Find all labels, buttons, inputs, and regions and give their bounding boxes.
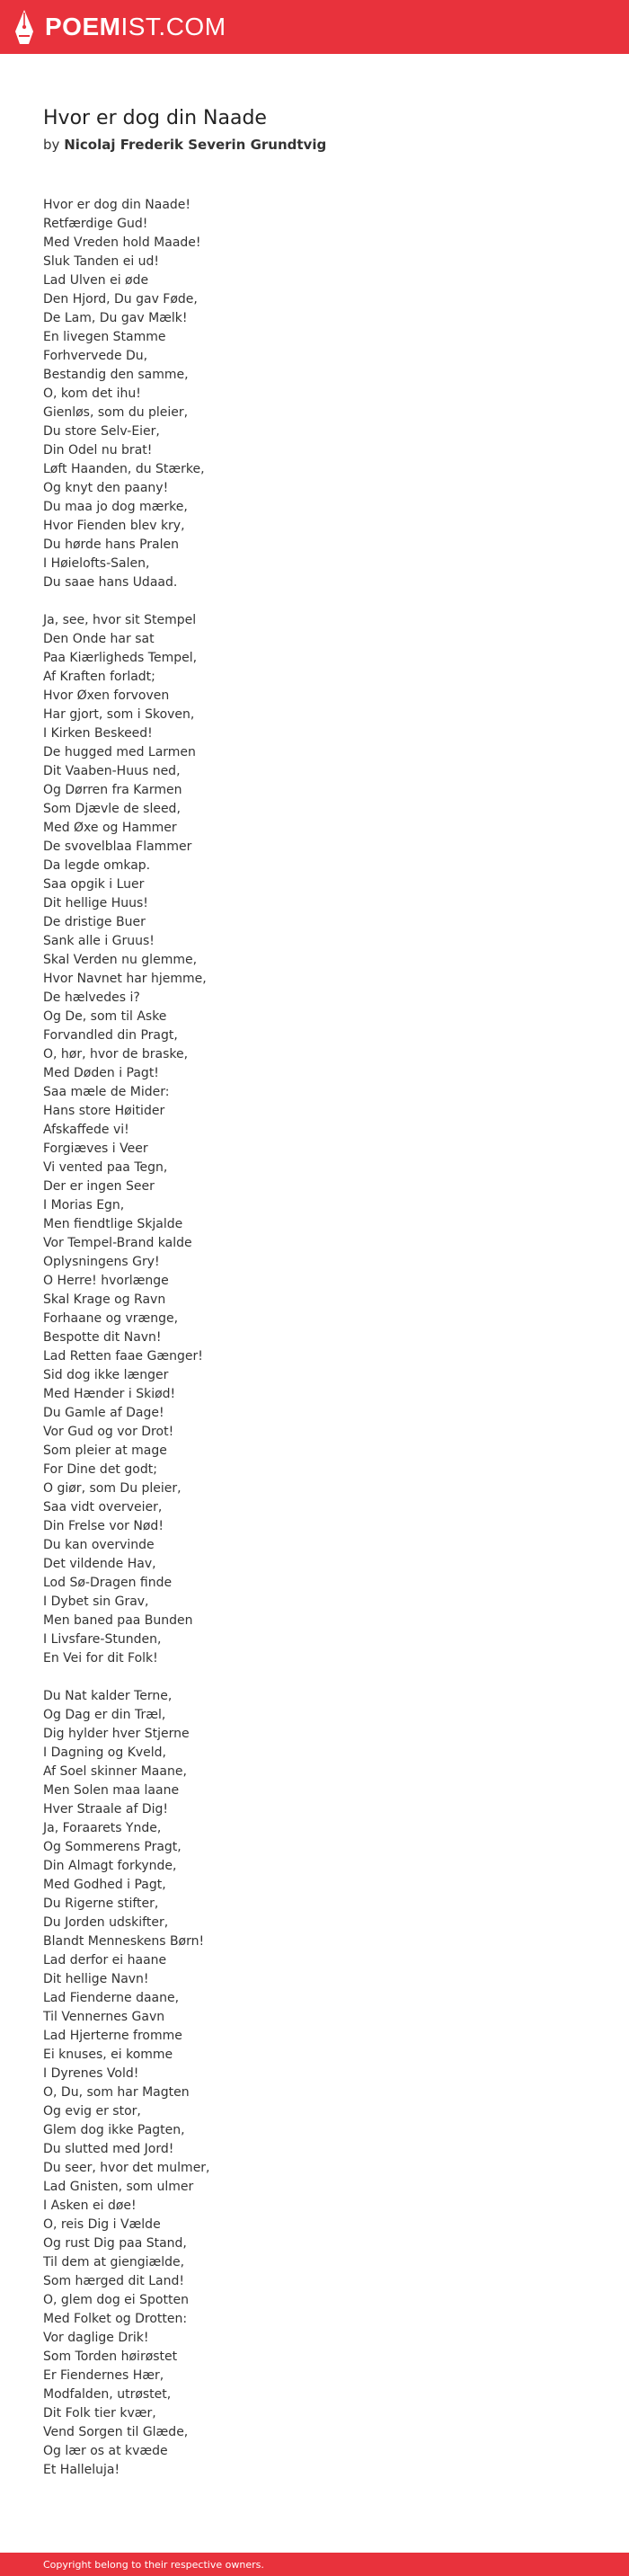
poem-line: Den Hjord, Du gav Føde, [43, 292, 198, 306]
poem-line: Dit hellige Navn! [43, 1972, 149, 1986]
poem-line: Det vildende Hav, [43, 1557, 156, 1571]
poem-line: Du seer, hvor det mulmer, [43, 2161, 210, 2175]
poem-line: Du kan overvinde [43, 1538, 155, 1552]
poem-line: Med Godhed i Pagt, [43, 1878, 166, 1892]
poem-content [0, 54, 629, 2480]
poem-line: Sank alle i Gruus! [43, 934, 155, 948]
poem-line: Du Jorden udskifter, [43, 1915, 169, 1930]
poem-line: O giør, som Du pleier, [43, 1481, 182, 1496]
poem-line: I Høielofts-Salen, [43, 556, 150, 571]
poem-line: Et Halleluja! [43, 2463, 120, 2477]
poem-line: Og Dørren fra Karmen [43, 783, 182, 797]
poem-line: I Kirken Beskeed! [43, 726, 153, 741]
poem-line: De hugged med Larmen [43, 745, 196, 759]
poem-line: Lod Sø-Dragen finde [43, 1576, 173, 1590]
site-header [0, 0, 629, 54]
poem-line: De Lam, Du gav Mælk! [43, 311, 188, 325]
poem-line: Som Djævle de sleed, [43, 802, 181, 816]
poem-line: Forgiæves i Veer [43, 1141, 148, 1156]
poem-line: De hælvedes i? [43, 990, 140, 1005]
poem-line: Som Torden høirøstet [43, 2349, 178, 2364]
poem-line: Hans store Høitider [43, 1104, 165, 1118]
poem-line: I Dybet sin Grav, [43, 1594, 149, 1609]
poem-line: Og De, som til Aske [43, 1009, 167, 1024]
poem-line: De svovelblaa Flammer [43, 839, 192, 854]
poem-line: Dit Vaaben-Huus ned, [43, 764, 181, 778]
poem-line: Dig hylder hver Stjerne [43, 1727, 190, 1741]
poem-line: I Morias Egn, [43, 1198, 125, 1212]
poem-line: Ja, Foraarets Ynde, [43, 1821, 162, 1835]
poem-line: Din Frelse vor Nød! [43, 1519, 164, 1533]
poem-line: Din Odel nu brat! [43, 443, 153, 457]
poem-line: Dit hellige Huus! [43, 896, 148, 910]
poem-line: Retfærdige Gud! [43, 217, 148, 231]
poem-line: Og lær os at kvæde [43, 2444, 168, 2458]
poem-line: Vi vented paa Tegn, [43, 1160, 168, 1175]
poem-line: Paa Kiærligheds Tempel, [43, 651, 198, 665]
poem-line: Er Fiendernes Hær, [43, 2368, 164, 2383]
poem-line: Lad Ulven ei øde [43, 273, 149, 288]
poem-line: Med Hænder i Skiød! [43, 1387, 176, 1401]
poem-line: Men baned paa Bunden [43, 1613, 193, 1628]
poem-line: Forhaane og vrænge, [43, 1311, 179, 1326]
poem-line: Bestandig den samme, [43, 368, 189, 382]
poem-line: Du Nat kalder Terne, [43, 1689, 173, 1703]
poem-line: Og Sommerens Pragt, [43, 1840, 182, 1854]
poem-line: Lad Retten faae Gænger! [43, 1349, 203, 1364]
poem-line: O Herre! hvorlænge [43, 1274, 169, 1288]
poem-line: Lad Hjerterne fromme [43, 2029, 182, 2043]
site-footer [0, 2553, 629, 2576]
poem-line: En livegen Stamme [43, 330, 166, 344]
poem-line: Dit Folk tier kvær, [43, 2406, 156, 2421]
poem-line: Blandt Menneskens Børn! [43, 1934, 205, 1949]
copyright-text: Copyright belong to their respective owners. [43, 2558, 264, 2571]
poem-line: Men fiendtlige Skjalde [43, 1217, 183, 1231]
stanza [43, 611, 629, 1668]
poem-line: Saa opgik i Luer [43, 877, 145, 892]
poem-line: Din Almagt forkynde, [43, 1859, 177, 1873]
poem-line: Til dem at giengiælde, [43, 2255, 185, 2270]
poem-line: Saa vidt overveier, [43, 1500, 163, 1515]
poem-line: Hvor Fienden blev kry, [43, 519, 185, 533]
poem-line: Som pleier at mage [43, 1443, 167, 1458]
stanza [43, 1687, 629, 2480]
site-logo[interactable] [14, 9, 226, 45]
by-label: by [43, 137, 60, 153]
poem-byline [43, 135, 629, 155]
poem-line: Og evig er stor, [43, 2104, 141, 2119]
logo-text [45, 14, 226, 40]
poem-line: O, Du, som har Magten [43, 2085, 190, 2100]
poem-line: Vor daglige Drik! [43, 2331, 149, 2345]
poem-line: Skal Verden nu glemme, [43, 953, 198, 967]
poem-line: Skal Krage og Ravn [43, 1292, 166, 1307]
poem-line: Men Solen maa laane [43, 1783, 180, 1798]
poem-line: En Vei for dit Folk! [43, 1651, 158, 1666]
poem-line: Glem dog ikke Pagten, [43, 2123, 185, 2137]
poem-line: Med Vreden hold Maade! [43, 235, 201, 250]
stanza [43, 196, 629, 592]
poem-line: Du Gamle af Dage! [43, 1406, 164, 1420]
poem-line: Af Soel skinner Maane, [43, 1764, 187, 1779]
poem-line: Til Vennernes Gavn [43, 2010, 165, 2024]
logo-text-thin: IST.COM [120, 13, 226, 40]
author-link[interactable]: Nicolaj Frederik Severin Grundtvig [64, 137, 327, 153]
poem-line: Forhvervede Du, [43, 349, 148, 363]
poem-line: Hvor Navnet har hjemme, [43, 972, 207, 986]
poem-line: For Dine det godt; [43, 1462, 157, 1477]
poem-line: Oplysningens Gry! [43, 1255, 160, 1269]
poem-title: Hvor er dog din Naade [43, 107, 267, 129]
poem-line: O, glem dog ei Spotten [43, 2293, 189, 2307]
poem-line: Hvor Øxen forvoven [43, 688, 170, 703]
poem-line: Du slutted med Jord! [43, 2142, 174, 2156]
poem-line: Da legde omkap. [43, 858, 151, 873]
poem-line: I Asken ei døe! [43, 2198, 137, 2213]
poem-line: Og rust Dig paa Stand, [43, 2236, 187, 2251]
poem-line: Med Døden i Pagt! [43, 1066, 159, 1080]
poem-line: Med Folket og Drotten: [43, 2312, 188, 2326]
poem-line: Den Onde har sat [43, 632, 155, 646]
poem-line: Løft Haanden, du Stærke, [43, 462, 205, 476]
poem-line: Og Dag er din Træl, [43, 1708, 166, 1722]
poem-body [43, 196, 629, 2480]
poem-line: Ei knuses, ei komme [43, 2047, 173, 2062]
poem-line: Som hærged dit Land! [43, 2274, 184, 2288]
poem-line: I Dyrenes Vold! [43, 2066, 139, 2081]
poem-line: Hver Straale af Dig! [43, 1802, 169, 1817]
poem-line: Du Rigerne stifter, [43, 1896, 159, 1911]
poem-line: O, hør, hvor de braske, [43, 1047, 189, 1061]
poem-line: Ja, see, hvor sit Stempel [43, 613, 197, 627]
pen-nib-icon [14, 9, 34, 45]
poem-line: Du hørde hans Pralen [43, 537, 179, 552]
poem-line: Vor Tempel-Brand kalde [43, 1236, 192, 1250]
poem-line: Sluk Tanden ei ud! [43, 254, 160, 269]
poem-line: Sid dog ikke længer [43, 1368, 169, 1382]
logo-text-bold: POEM [45, 13, 121, 40]
poem-line: Lad Gnisten, som ulmer [43, 2180, 194, 2194]
poem-line: Af Kraften forladt; [43, 670, 155, 684]
poem-line: Du saae hans Udaad. [43, 575, 178, 590]
poem-line: Med Øxe og Hammer [43, 821, 177, 835]
poem-line: De dristige Buer [43, 915, 146, 929]
poem-line: Hvor er dog din Naade! [43, 198, 191, 212]
poem-line: Forvandled din Pragt, [43, 1028, 178, 1043]
poem-line: Lad derfor ei haane [43, 1953, 167, 1968]
poem-line: Du maa jo dog mærke, [43, 500, 188, 514]
poem-line: Der er ingen Seer [43, 1179, 155, 1194]
poem-line: Modfalden, utrøstet, [43, 2387, 172, 2402]
poem-line: I Dagning og Kveld, [43, 1745, 167, 1760]
poem-line: Lad Fienderne daane, [43, 1991, 180, 2005]
poem-line: Saa mæle de Mider: [43, 1085, 170, 1099]
poem-line: O, reis Dig i Vælde [43, 2217, 161, 2232]
poem-line: O, kom det ihu! [43, 386, 141, 401]
poem-line: Gienløs, som du pleier, [43, 405, 189, 420]
poem-line: Afskaffede vi! [43, 1123, 129, 1137]
poem-line: I Livsfare-Stunden, [43, 1632, 162, 1647]
poem-line: Du store Selv-Eier, [43, 424, 160, 439]
poem-line: Har gjort, som i Skoven, [43, 707, 195, 722]
poem-line: Vend Sorgen til Glæde, [43, 2425, 189, 2439]
poem-line: Og knyt den paany! [43, 481, 169, 495]
poem-line: Vor Gud og vor Drot! [43, 1425, 174, 1439]
poem-line: Bespotte dit Navn! [43, 1330, 162, 1345]
